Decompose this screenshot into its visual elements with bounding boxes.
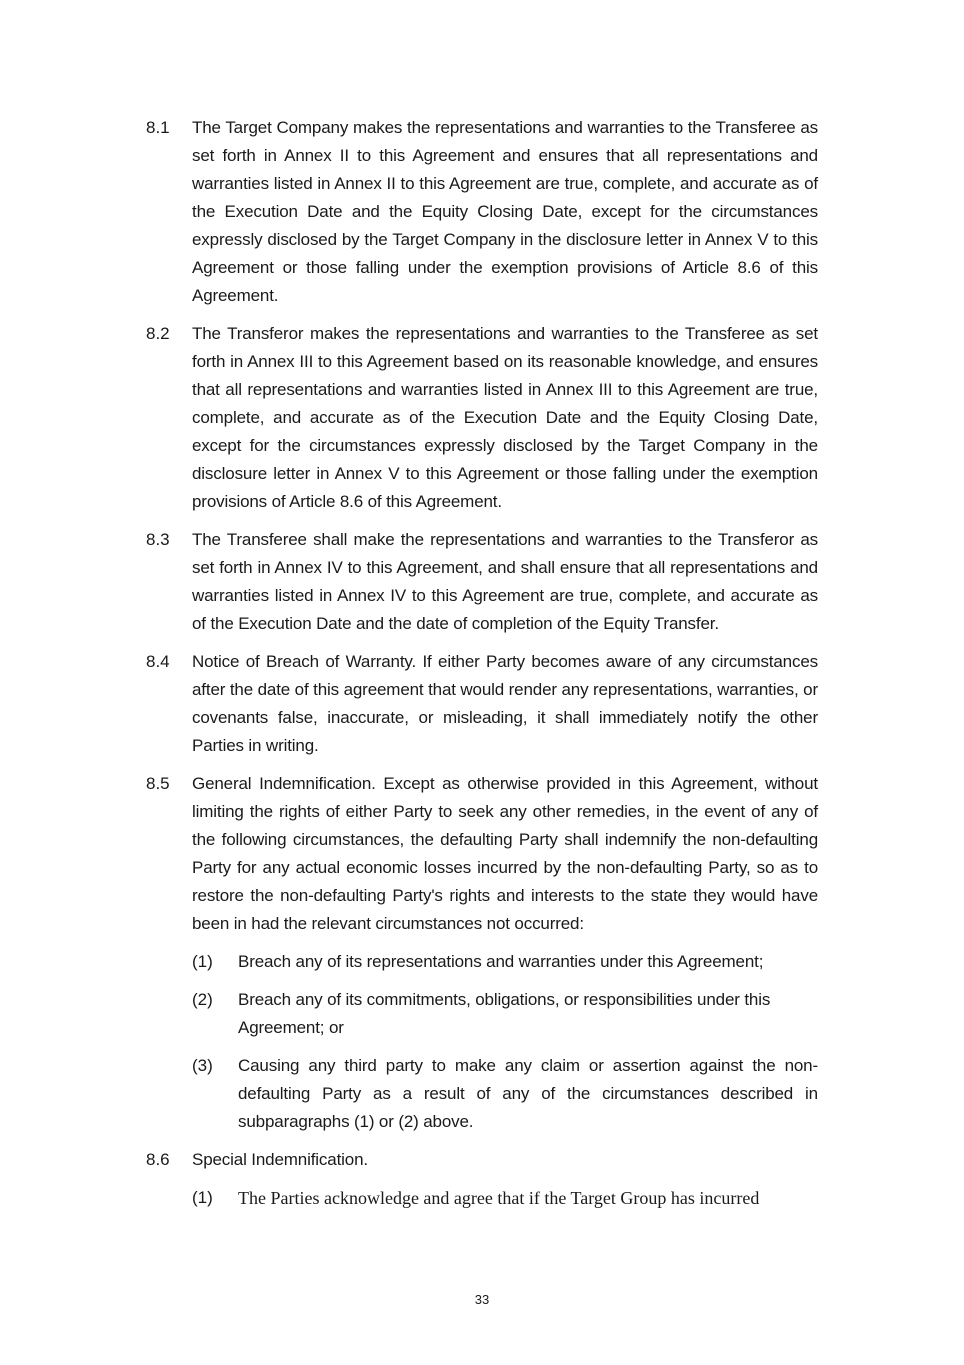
subclause-number: (3) <box>192 1056 213 1075</box>
clause-text: The Transferee shall make the representations and warranties to the Transferor as set forth in Annex IV to this Agreement, and shall ensure that all representations and warranties listed in Annex IV to this Agreement are true, complete, and accurate as of the Execution Date and the date of completion of the Equity Transfer. <box>192 530 818 633</box>
clause-8-5 <box>146 770 818 938</box>
subclause-8-5-2 <box>192 986 818 1042</box>
clause-number: 8.4 <box>146 652 170 671</box>
page-number: 33 <box>474 1292 490 1307</box>
document-body <box>146 114 818 1222</box>
clause-number: 8.6 <box>146 1150 170 1169</box>
subclause-number: (1) <box>192 952 213 971</box>
clause-text: The Target Company makes the representations and warranties to the Transferee as set forth in Annex II to this Agreement and ensures that all representations and warranties listed in Annex II to this Agreement are true, complete, and accurate as of the Execution Date and the Equity Closing Date, except for the circumstances expressly disclosed by the Target Company in the disclosure letter in Annex V to this Agreement or those falling under the exemption provisions of Article 8.6 of this Agreement. <box>192 118 818 305</box>
subclause-text: The Parties acknowledge and agree that if the Target Group has incurred <box>238 1188 760 1208</box>
subclause-8-5-3 <box>192 1052 818 1136</box>
subclause-text: Breach any of its representations and warranties under this Agreement; <box>238 952 764 971</box>
clause-text: The Transferor makes the representations and warranties to the Transferee as set forth in Annex III to this Agreement based on its reasonable knowledge, and ensures that all representations and warranties listed in Annex III to this Agreement are true, complete, and accurate as of the Execution Date and the Equity Closing Date, except for the circumstances expressly disclosed by the Target Company in the disclosure letter in Annex V to this Agreement or those falling under the exemption provisions of Article 8.6 of this Agreement. <box>192 324 818 511</box>
subclause-text: Breach any of its commitments, obligations, or responsibilities under this Agreement; or <box>238 990 771 1037</box>
clause-text: General Indemnification. Except as otherwise provided in this Agreement, without limiting the rights of either Party to seek any other remedies, in the event of any of the following circumstances, the defaulting Party shall indemnify the non-defaulting Party for any actual economic losses incurred by the non-defaulting Party, so as to restore the non-defaulting Party's rights and interests to the state they would have been in had the relevant circumstances not occurred: <box>192 774 818 933</box>
subclause-number: (2) <box>192 990 213 1009</box>
subclause-number: (1) <box>192 1188 213 1207</box>
clause-number: 8.5 <box>146 774 170 793</box>
clause-8-4 <box>146 648 818 760</box>
clause-text: Notice of Breach of Warranty. If either Party becomes aware of any circumstances after the date of this agreement that would render any representations, warranties, or covenants false, inaccurate, or misleading, it shall immediately notify the other Parties in writing. <box>192 652 818 755</box>
clause-8-1 <box>146 114 818 310</box>
clause-number: 8.2 <box>146 324 170 343</box>
clause-8-3 <box>146 526 818 638</box>
clause-number: 8.1 <box>146 118 170 137</box>
subclause-8-5-1 <box>192 948 818 976</box>
clause-text: Special Indemnification. <box>192 1150 368 1169</box>
clause-8-6 <box>146 1146 818 1174</box>
clause-8-2 <box>146 320 818 516</box>
subclause-text: Causing any third party to make any claim or assertion against the non-defaulting Party as a result of any of the circumstances described in subparagraphs (1) or (2) above. <box>238 1056 818 1131</box>
clause-number: 8.3 <box>146 530 170 549</box>
subclause-8-6-1 <box>192 1184 818 1212</box>
